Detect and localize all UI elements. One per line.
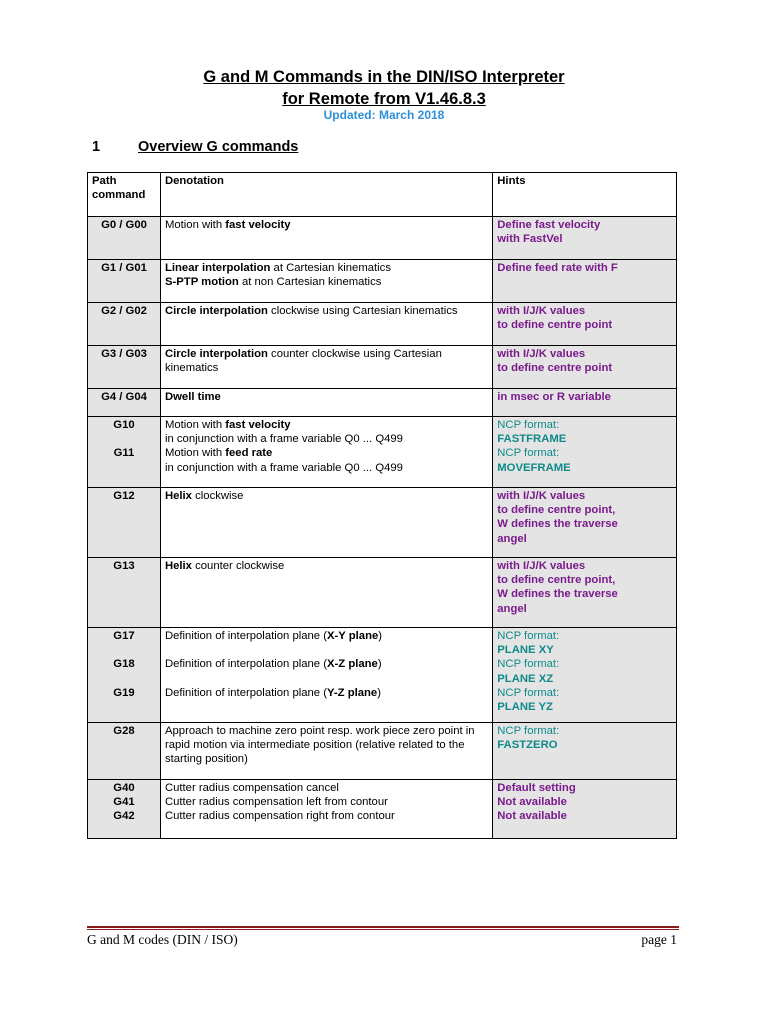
hint-line: to define centre point, [497, 574, 616, 587]
denotation-cell [160, 346, 492, 389]
den-bold: Helix [164, 560, 192, 572]
cmd-cell: G2 / G02 [88, 303, 161, 346]
doc-title-line1: G and M Commands in the DIN/ISO Interpreter [203, 68, 565, 86]
hint-line: to define centre point [497, 362, 613, 375]
hint-cell [493, 723, 677, 780]
den-bold: feed rate [225, 447, 273, 460]
doc-title-line2: for Remote from V1.46.8.3 [282, 90, 486, 108]
denotation-cell [160, 628, 492, 723]
den-text: clockwise using Cartesian kinematics [267, 305, 458, 317]
section-title: Overview G commands [138, 139, 299, 155]
hint-line: to define centre point [497, 319, 613, 332]
hint-line: with I/J/K values [497, 560, 586, 572]
header-denotation: Denotation [160, 173, 492, 217]
hint-line: PLANE YZ [497, 701, 553, 714]
header-hints: Hints [493, 173, 677, 217]
den-text: at Cartesian kinematics [270, 262, 391, 274]
footer-rule [87, 926, 679, 930]
den-text: counter clockwise [191, 560, 285, 572]
denotation-cell [160, 417, 492, 488]
den-bold: Helix [164, 490, 192, 502]
denotation-cell [160, 558, 492, 628]
den-text: Cutter radius compensation right from contour [164, 810, 395, 823]
denotation-cell [160, 389, 492, 417]
hint-line: in msec or R variable [497, 391, 611, 403]
section-number: 1 [92, 139, 101, 155]
section-heading [92, 139, 298, 155]
den-bold: Y-Z plane [327, 686, 378, 699]
header-path-command: Path command [88, 173, 161, 217]
hint-line: NCP format: [497, 630, 560, 642]
denotation-cell [160, 260, 492, 303]
footer-doc-name: G and M codes (DIN / ISO) [87, 932, 238, 947]
hint-line: with FastVel [497, 233, 563, 246]
hint-line: angel [497, 602, 527, 615]
hint-cell [493, 558, 677, 628]
table-row [88, 389, 677, 417]
hint-line: Define feed rate with F [497, 262, 618, 274]
hint-line: W defines the traverse [497, 518, 618, 531]
cmd-cell: G13 [88, 558, 161, 628]
hint-line: Define fast velocity [497, 219, 601, 231]
hint-line: Default setting [497, 782, 576, 794]
table-row [88, 417, 677, 488]
hint-line: angel [497, 532, 527, 545]
hint-line: NCP format: [497, 658, 560, 671]
table-row [88, 303, 677, 346]
cmd-cell: G28 [88, 723, 161, 780]
den-bold: Linear interpolation [164, 262, 271, 274]
hint-line: W defines the traverse [497, 588, 618, 601]
denotation-cell [160, 303, 492, 346]
hint-line: MOVEFRAME [497, 461, 571, 474]
den-text: Definition of interpolation plane ( [164, 686, 327, 699]
hint-cell [493, 488, 677, 558]
cmd-cell [88, 417, 161, 488]
denotation-cell [160, 217, 492, 260]
hint-line: with I/J/K values [497, 305, 586, 317]
hint-cell [493, 628, 677, 723]
hint-cell [493, 389, 677, 417]
table-row [88, 217, 677, 260]
hint-cell [493, 217, 677, 260]
table-row [88, 780, 677, 839]
table-row [88, 558, 677, 628]
den-text: at non Cartesian kinematics [238, 276, 382, 289]
den-text: Motion with [164, 419, 226, 431]
hint-line: with I/J/K values [497, 490, 586, 502]
table-row [88, 346, 677, 389]
footer-page-number: page 1 [641, 932, 677, 947]
den-text: counter clockwise using Cartesian kinematics [164, 348, 442, 375]
hint-line: FASTZERO [497, 739, 558, 752]
cmd-code: G40 [113, 782, 135, 794]
hint-line: NCP format: [497, 447, 560, 460]
cmd-cell: G4 / G04 [88, 389, 161, 417]
den-bold: fast velocity [225, 219, 291, 231]
den-text: Definition of interpolation plane ( [164, 658, 327, 671]
cmd-code: G42 [113, 810, 135, 823]
den-bold: fast velocity [225, 419, 291, 431]
cmd-code: G18 [113, 658, 135, 671]
den-text: in conjunction with a frame variable Q0 ... Q499 [164, 433, 403, 446]
den-text: in conjunction with a frame variable Q0 ... Q499 [164, 461, 403, 474]
hint-cell [493, 417, 677, 488]
cmd-cell: G3 / G03 [88, 346, 161, 389]
cmd-code: G10 [113, 419, 135, 431]
cmd-cell: G12 [88, 488, 161, 558]
cmd-code: G11 [113, 447, 135, 460]
den-text: Cutter radius compensation left from contour [164, 796, 388, 809]
den-bold: S-PTP motion [164, 276, 239, 289]
hint-cell [493, 346, 677, 389]
updated-date: Updated: March 2018 [323, 108, 445, 122]
den-text: ) [378, 630, 383, 642]
hint-line: Not available [497, 796, 567, 809]
den-bold: X-Z plane [327, 658, 378, 671]
hint-cell [493, 303, 677, 346]
table-row [88, 260, 677, 303]
den-bold: Circle interpolation [164, 348, 268, 360]
cmd-code: G19 [113, 686, 135, 699]
den-text: ) [377, 658, 382, 671]
hint-line: NCP format: [497, 725, 560, 737]
den-text: Definition of interpolation plane ( [164, 630, 327, 642]
g-commands-table [87, 172, 677, 839]
den-text: Motion with [164, 219, 226, 231]
table-row [88, 723, 677, 780]
den-bold: X-Y plane [327, 630, 379, 642]
hint-line: with I/J/K values [497, 348, 586, 360]
cmd-cell: G1 / G01 [88, 260, 161, 303]
den-text: clockwise [191, 490, 244, 502]
hint-line: FASTFRAME [497, 433, 567, 446]
table-row [88, 488, 677, 558]
denotation-cell [160, 780, 492, 839]
hint-line: PLANE XY [497, 644, 554, 657]
hint-cell [493, 260, 677, 303]
denotation-cell: Approach to machine zero point resp. work piece zero point in rapid motion via intermediate position (relative related to the starting position) [160, 723, 492, 780]
hint-line: Not available [497, 810, 567, 823]
cmd-cell [88, 628, 161, 723]
table-row [88, 628, 677, 723]
den-bold: Dwell time [164, 391, 221, 403]
hint-line: PLANE XZ [497, 672, 554, 685]
den-text: Motion with [164, 447, 226, 460]
denotation-cell [160, 488, 492, 558]
den-text: ) [377, 686, 381, 699]
den-bold: Circle interpolation [164, 305, 268, 317]
cmd-cell: G0 / G00 [88, 217, 161, 260]
cmd-code: G41 [113, 796, 135, 809]
hint-line: NCP format: [497, 686, 560, 699]
cmd-code: G17 [113, 630, 135, 642]
table-header-row [88, 173, 677, 217]
den-text: Cutter radius compensation cancel [164, 782, 339, 794]
hint-line: to define centre point, [497, 504, 616, 517]
hint-cell [493, 780, 677, 839]
hint-line: NCP format: [497, 419, 560, 431]
cmd-cell [88, 780, 161, 839]
